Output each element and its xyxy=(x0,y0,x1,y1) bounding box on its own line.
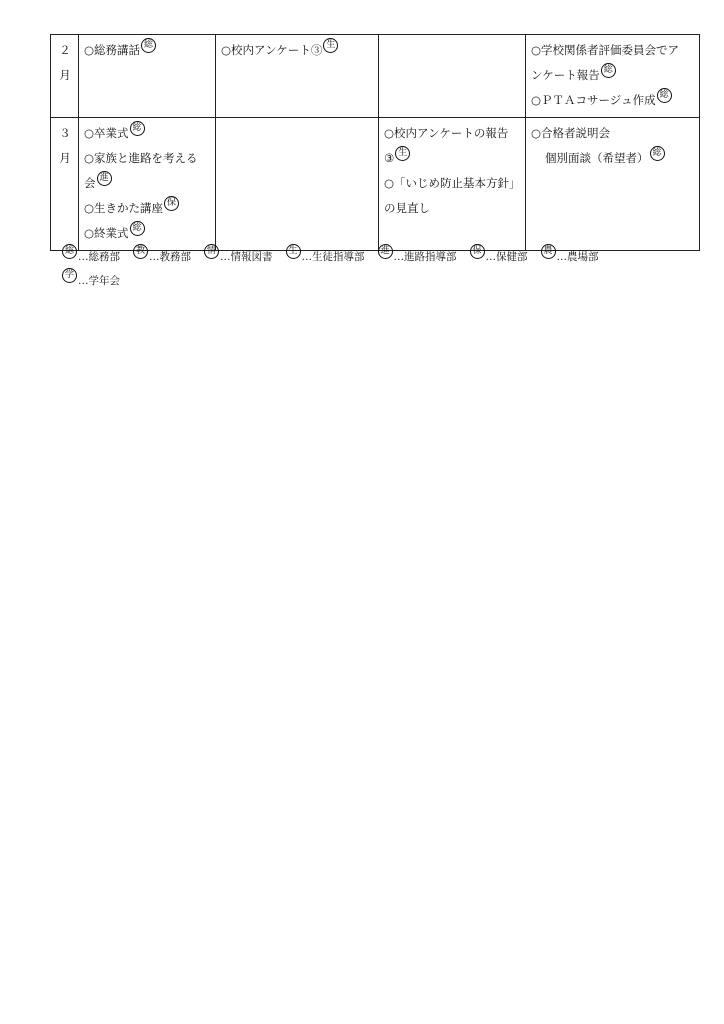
schedule-cell xyxy=(79,118,216,251)
month-number: ３ xyxy=(59,126,71,140)
legend-mark: 保 xyxy=(470,244,485,259)
legend-mark: 農 xyxy=(541,244,556,259)
event-item xyxy=(384,121,521,146)
event-text: ○校内アンケート③ xyxy=(221,43,323,57)
department-mark: 保 xyxy=(164,196,179,211)
event-text: ンケート報告 xyxy=(531,68,600,82)
schedule-row xyxy=(51,35,700,118)
legend-item xyxy=(541,244,599,268)
month-cell xyxy=(51,35,79,118)
legend-label: …生徒指導部 xyxy=(301,251,365,263)
department-mark: 総 xyxy=(130,221,145,236)
schedule-cell xyxy=(526,35,700,118)
legend-label: …教務部 xyxy=(149,251,191,263)
legend-mark: 学 xyxy=(62,268,77,283)
event-item xyxy=(531,63,695,88)
schedule-cell xyxy=(216,35,379,118)
legend-mark: 生 xyxy=(286,244,301,259)
event-item xyxy=(84,171,211,196)
legend-label: …総務部 xyxy=(78,251,120,263)
legend-item xyxy=(378,244,457,268)
event-text: ○生きかた講座 xyxy=(84,201,164,215)
event-item xyxy=(531,121,695,146)
event-item xyxy=(84,221,211,246)
schedule-cell xyxy=(526,118,700,251)
legend-label: …保健部 xyxy=(485,251,528,263)
event-text: ○家族と進路を考える xyxy=(84,151,198,165)
event-text: ○終業式 xyxy=(84,226,129,240)
legend-item xyxy=(62,268,120,292)
event-item xyxy=(84,146,211,171)
legend-item xyxy=(133,244,191,268)
department-legend xyxy=(62,244,682,292)
legend-mark: 情 xyxy=(204,244,219,259)
department-mark: 総 xyxy=(130,121,145,136)
schedule-cell xyxy=(379,118,526,251)
event-item xyxy=(221,38,374,63)
legend-item xyxy=(470,244,528,268)
department-mark: 生 xyxy=(323,38,338,53)
event-text: ○ＰＴＡコサージュ作成 xyxy=(531,93,656,107)
event-text: ○校内アンケートの報告 xyxy=(384,126,509,140)
event-item xyxy=(531,38,695,63)
schedule-table xyxy=(50,34,700,251)
event-text: ○学校関係者評価委員会でア xyxy=(531,43,680,57)
department-mark: 総 xyxy=(650,146,665,161)
department-mark: 総 xyxy=(601,63,616,78)
event-item xyxy=(84,121,211,146)
event-item xyxy=(84,196,211,221)
schedule-body xyxy=(51,35,700,251)
month-number: ２ xyxy=(59,43,71,57)
schedule-cell xyxy=(79,35,216,118)
event-item xyxy=(384,171,521,196)
month-unit: 月 xyxy=(59,151,71,165)
legend-item xyxy=(204,244,273,268)
month-cell xyxy=(51,118,79,251)
department-mark: 進 xyxy=(97,171,112,186)
event-text: 個別面談（希望者） xyxy=(545,151,649,165)
month-unit: 月 xyxy=(59,68,71,82)
event-text: の見直し xyxy=(384,201,430,215)
schedule-row xyxy=(51,118,700,251)
legend-mark: 進 xyxy=(378,244,393,259)
legend-item xyxy=(286,244,365,268)
schedule-cell xyxy=(379,35,526,118)
event-item xyxy=(384,196,521,221)
department-mark: 総 xyxy=(141,38,156,53)
legend-mark: 総 xyxy=(62,244,77,259)
legend-label: …農場部 xyxy=(556,251,599,263)
legend-label: …学年会 xyxy=(78,275,120,287)
event-text: ③ xyxy=(384,151,395,165)
department-mark: 総 xyxy=(657,88,672,103)
legend-label: …情報図書 xyxy=(220,251,273,263)
legend-mark: 教 xyxy=(133,244,148,259)
event-text: 会 xyxy=(84,176,96,190)
event-item xyxy=(531,146,695,171)
event-item xyxy=(84,38,211,63)
legend-item xyxy=(62,244,120,268)
event-text: ○卒業式 xyxy=(84,126,129,140)
event-item xyxy=(531,88,695,113)
legend-label: …進路指導部 xyxy=(393,251,457,263)
schedule-cell xyxy=(216,118,379,251)
event-text: ○合格者説明会 xyxy=(531,126,611,140)
event-item xyxy=(384,146,521,171)
department-mark: 生 xyxy=(395,146,410,161)
event-text: ○「いじめ防止基本方針」 xyxy=(384,176,521,190)
event-text: ○総務講話 xyxy=(84,43,141,57)
